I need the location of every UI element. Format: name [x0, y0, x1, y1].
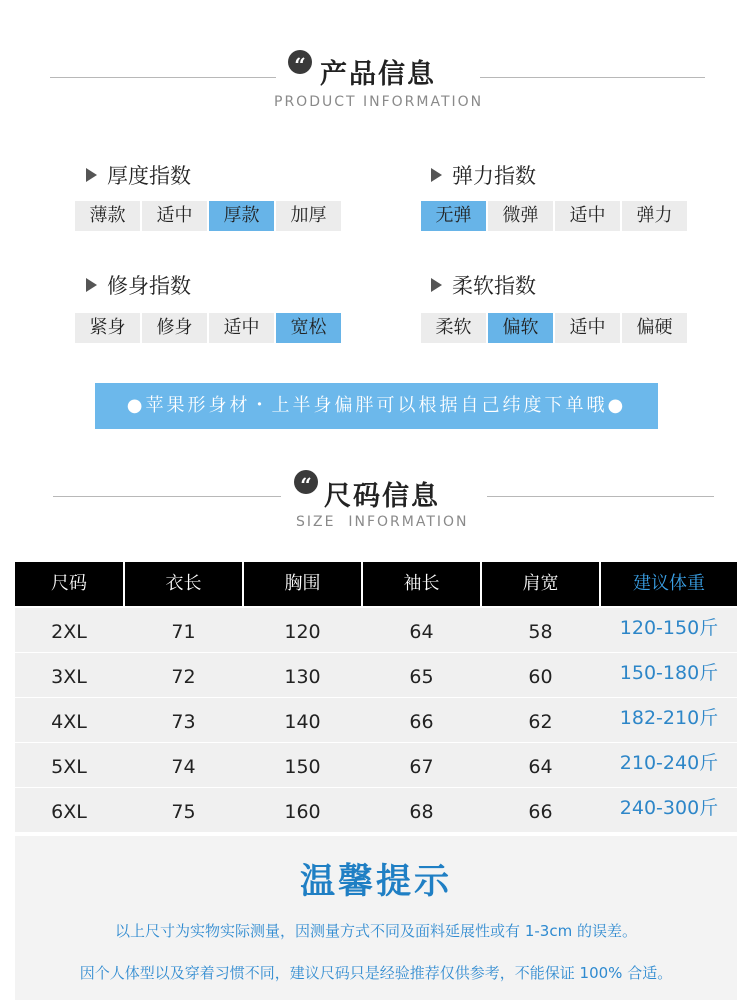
table-cell-weight: 120-150斤: [619, 617, 719, 639]
table-cell: 130: [284, 666, 321, 688]
table-cell: 71: [171, 621, 196, 643]
body-shape-banner: ●苹果形身材・上半身偏胖可以根据自己纬度下单哦●: [95, 383, 658, 429]
table-cell: 64: [528, 756, 553, 778]
option-chip-selected: 厚款: [209, 201, 274, 231]
table-cell-weight: 240-300斤: [619, 797, 719, 819]
option-chip: 适中: [555, 313, 620, 343]
option-chip: 弹力: [622, 201, 687, 231]
table-row: [15, 608, 737, 653]
header-right-line: [487, 496, 714, 497]
section-subtitle-size-info: SIZE INFORMATION: [296, 514, 469, 530]
triangle-icon: [431, 278, 442, 292]
option-chip: 修身: [142, 313, 207, 343]
table-cell: 4XL: [51, 711, 87, 733]
table-cell: 66: [528, 801, 553, 823]
table-cell: 150: [284, 756, 321, 778]
header-left-line: [53, 496, 281, 497]
section-title-size-info: 尺码信息: [324, 481, 440, 512]
index-title-elasticity: [431, 160, 536, 190]
table-cell: 58: [528, 621, 553, 643]
table-header-cell-weight: 建议体重: [601, 562, 737, 606]
index-title-label: 柔软指数: [452, 274, 536, 298]
triangle-icon: [86, 278, 97, 292]
table-header-cell: 衣长: [125, 562, 242, 606]
table-row: [15, 743, 737, 788]
table-body: [15, 608, 737, 833]
table-cell: 67: [409, 756, 434, 778]
table-header-cell: 袖长: [363, 562, 480, 606]
index-options-fit: [75, 313, 341, 343]
triangle-icon: [431, 168, 442, 182]
table-cell-weight: 210-240斤: [619, 752, 719, 774]
table-row: [15, 653, 737, 698]
option-chip: 紧身: [75, 313, 140, 343]
section-subtitle-product-info: PRODUCT INFORMATION: [274, 94, 484, 110]
table-cell: 140: [284, 711, 321, 733]
table-cell: 62: [528, 711, 553, 733]
option-chip-selected: 宽松: [276, 313, 341, 343]
header-right-line: [480, 77, 705, 78]
triangle-icon: [86, 168, 97, 182]
table-cell: 66: [409, 711, 434, 733]
table-cell: 120: [284, 621, 321, 643]
table-cell: 5XL: [51, 756, 87, 778]
option-chip: 加厚: [276, 201, 341, 231]
table-cell: 68: [409, 801, 434, 823]
table-cell: 75: [171, 801, 196, 823]
quote-icon: “: [288, 50, 312, 74]
option-chip: 适中: [142, 201, 207, 231]
table-header-cell: 尺码: [15, 562, 123, 606]
index-options-elasticity: [421, 201, 687, 231]
table-cell: 74: [171, 756, 196, 778]
index-options-thickness: [75, 201, 341, 231]
option-chip: 适中: [209, 313, 274, 343]
option-chip: 微弹: [488, 201, 553, 231]
table-cell: 73: [171, 711, 196, 733]
table-row: [15, 698, 737, 743]
table-row: [15, 788, 737, 833]
tips-line-1: 以上尺寸为实物实际测量，因测量方式不同及面料延展性或有 1-3cm 的误差。: [115, 922, 637, 940]
option-chip: 柔软: [421, 313, 486, 343]
index-title-label: 厚度指数: [107, 164, 191, 188]
tips-panel: [15, 836, 737, 1000]
tips-line-2: 因个人体型以及穿着习惯不同，建议尺码只是经验推荐仅供参考，不能保证 100% 合适。: [79, 964, 673, 982]
table-cell: 64: [409, 621, 434, 643]
option-chip-selected: 无弹: [421, 201, 486, 231]
table-cell-weight: 150-180斤: [619, 662, 719, 684]
index-title-fit: [86, 270, 191, 300]
index-title-softness: [431, 270, 536, 300]
index-title-label: 弹力指数: [452, 164, 536, 188]
option-chip: 偏硬: [622, 313, 687, 343]
section-title-product-info: 产品信息: [320, 59, 436, 90]
table-cell-weight: 182-210斤: [619, 707, 719, 729]
table-cell: 60: [528, 666, 553, 688]
table-cell: 72: [171, 666, 196, 688]
table-header-row: [15, 562, 737, 606]
index-title-thickness: [86, 160, 191, 190]
table-cell: 3XL: [51, 666, 87, 688]
header-left-line: [50, 77, 276, 78]
tips-title: 温馨提示: [299, 862, 452, 902]
table-cell: 6XL: [51, 801, 87, 823]
option-chip: 适中: [555, 201, 620, 231]
table-cell: 2XL: [51, 621, 87, 643]
table-header-cell: 肩宽: [482, 562, 599, 606]
option-chip: 薄款: [75, 201, 140, 231]
index-title-label: 修身指数: [107, 274, 191, 298]
table-header-cell: 胸围: [244, 562, 361, 606]
quote-icon: “: [294, 470, 318, 494]
table-cell: 160: [284, 801, 321, 823]
table-cell: 65: [409, 666, 434, 688]
option-chip-selected: 偏软: [488, 313, 553, 343]
size-table: [15, 562, 737, 833]
index-options-softness: [421, 313, 687, 343]
